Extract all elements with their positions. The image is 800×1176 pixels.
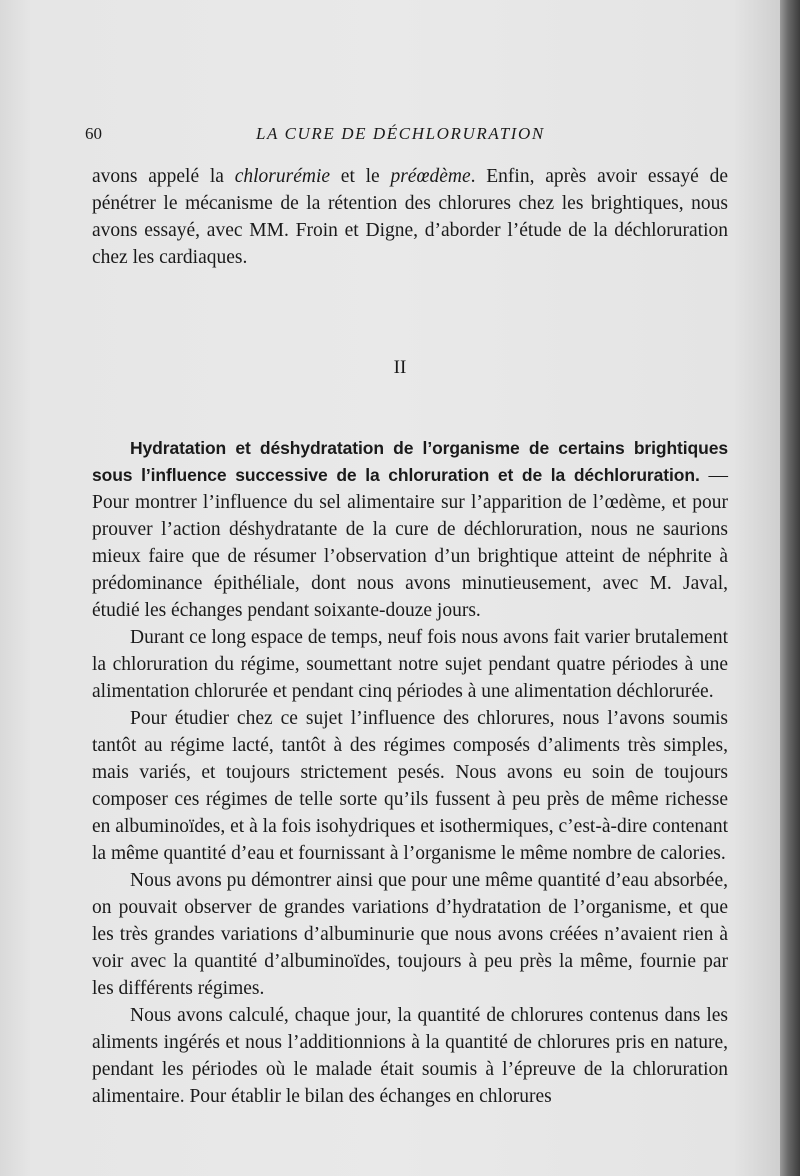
intro-text-3: . Enfin, après avoir essayé de pénétrer le mécanisme de la rétention des chlorures chez les brightiques, nous avons essayé, avec MM. Froin et Digne, d’aborder l’étude de la déchloruration chez les cardiaques. xyxy=(92,166,728,268)
term-chloruremie: chlorurémie xyxy=(234,166,331,187)
intro-text-1: avons appelé la xyxy=(92,166,235,187)
section-number: II xyxy=(393,357,407,378)
running-title: LA CURE DE DÉCHLORURATION xyxy=(256,124,545,143)
page-number: 60 xyxy=(85,124,102,143)
intro-text-2: et le xyxy=(330,166,391,187)
paragraph-1-text: — Pour montrer l’influence du sel alimentaire sur l’apparition de l’œdème, et pour prouver l’action déshydratante de la cure de déchloruration, nous ne saurions mieux faire que de résumer l’observation d’un brightique atteint de néphrite à prédominance épithéliale, dont nous avons minutieusement, avec M. Javal, étudié les échanges pendant soixante-douze jours. xyxy=(92,465,729,621)
running-head xyxy=(85,124,730,148)
paragraph-2: Durant ce long espace de temps, neuf fois nous avons fait varier brutalement la chloruration du régime, soumettant notre sujet pendant quatre périodes à une alimentation chlorurée et pendant cinq périodes à une alimentation déchlorurée. xyxy=(92,627,728,702)
term-preoedeme: préœdème xyxy=(390,166,471,187)
page-edge-shadow xyxy=(780,0,800,1176)
paragraph-3: Pour étudier chez ce sujet l’influence des chlorures, nous l’avons soumis tantôt au régime lacté, tantôt à des régimes composés d’aliments très simples, mais variés, et toujours strictement pesés. Nous avons eu soin de toujours composer ces régimes de telle sorte qu’ils fussent à peu près de même richesse en albuminoïdes, et à la fois isohydriques et isothermiques, c’est-à-dire contenant la même quantité d’eau et fournissant à l’organisme le même nombre de calories. xyxy=(92,708,728,864)
paragraph-4: Nous avons pu démontrer ainsi que pour une même quantité d’eau absorbée, on pouvait observer de grandes variations d’hydratation de l’organisme, et que les très grandes variations d’albuminurie que nous avons créées n’avaient rien à voir avec la quantité d’albuminoïdes, toujours à peu près la même, fournie par les différents régimes. xyxy=(92,870,728,999)
section-heading: Hydratation et déshydratation de l’organisme de certains brightiques sous l’influence successive de la chloruration et de la déchloruration. xyxy=(92,438,728,485)
intro-paragraph xyxy=(92,163,728,271)
paragraph-5: Nous avons calculé, chaque jour, la quantité de chlorures contenus dans les aliments ingérés et nous l’additionnions à la quantité de chlorures pris en nature, pendant les périodes où le malade était soumis à l’épreuve de la chloruration alimentaire. Pour établir le bilan des échanges en chlorures xyxy=(92,1005,728,1107)
paragraph-1 xyxy=(92,435,728,624)
section-body xyxy=(92,435,728,1110)
